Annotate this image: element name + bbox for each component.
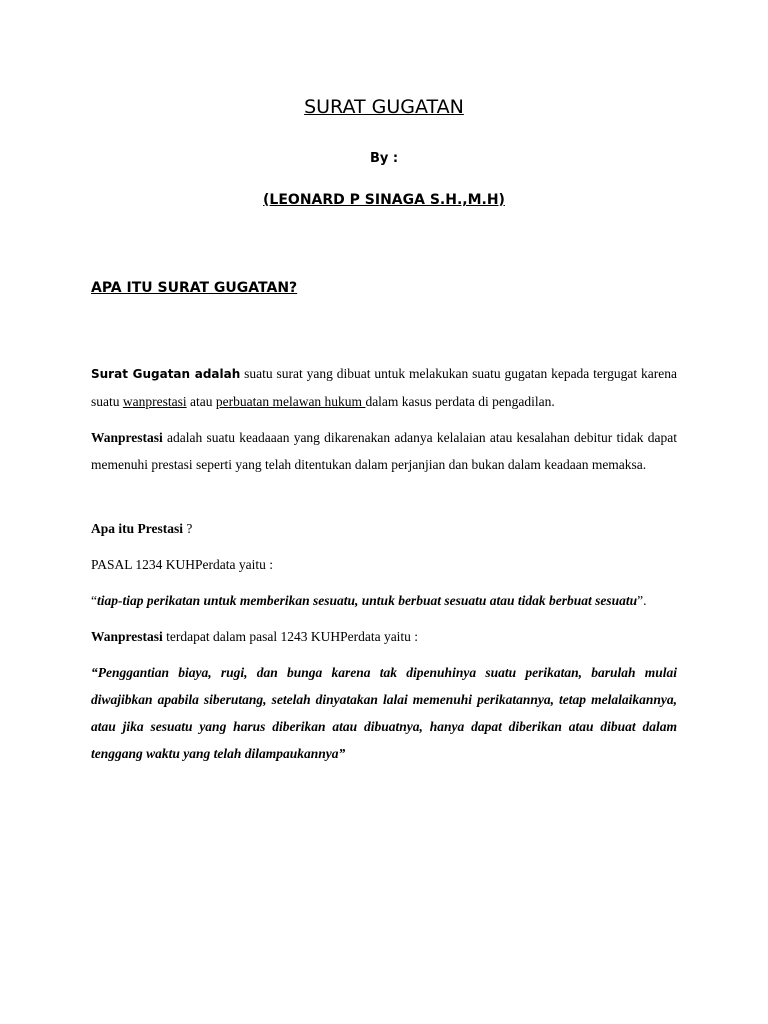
- byline: [0, 151, 768, 166]
- paragraph-pasal-1234: [91, 551, 677, 578]
- byline-label: By :: [369, 151, 399, 166]
- section-heading: APA ITU SURAT GUGATAN?: [91, 280, 298, 296]
- document-title: SURAT GUGATAN: [304, 96, 464, 118]
- quote-1243: “Penggantian biaya, rugi, dan bunga karena tak dipenuhinya suatu perikatan, barulah mulai diwajibkan apabila siberutang, setelah dinyatakan lalai memenuhi perikatannya, tetap melalaikannya, atau jika sesuatu yang harus diberikan atau dibuatnya, hanya dapat diberikan atau dibuat dalam tenggang waktu yang telah dilampaukannya”: [91, 665, 677, 761]
- paragraph-quote-1234: [91, 587, 677, 614]
- question-mark: ?: [183, 521, 193, 536]
- open-quote: “: [91, 593, 97, 608]
- paragraph-quote-1243: [91, 659, 677, 767]
- pasal-1234-text: PASAL 1234 KUHPerdata yaitu :: [91, 557, 273, 572]
- definition-text-a: suatu surat yang dibuat untuk melakukan suatu gugatan kepada tergugat karena suatu: [91, 366, 677, 409]
- spacer: [91, 487, 677, 515]
- wanprestasi-text: adalah suatu keadaaan yang dikarenakan adanya kelalaian atau kesalahan debitur tidak dapat memenuhi prestasi seperti yang telah ditentukan dalam perjanjian dan bukan dalam keadaan memaksa.: [91, 430, 677, 472]
- pasal-1243-text: terdapat dalam pasal 1243 KUHPerdata yaitu :: [162, 629, 419, 644]
- term-wanprestasi: Wanprestasi: [91, 430, 163, 445]
- paragraph-wanprestasi: [91, 424, 677, 478]
- term-prestasi: Apa itu Prestasi: [91, 521, 184, 536]
- close-quote: ”.: [637, 593, 647, 608]
- definition-text-c: dalam kasus perdata di pengadilan.: [365, 394, 555, 409]
- term-wanprestasi-2: Wanprestasi: [91, 629, 163, 644]
- paragraph-pasal-1243: [91, 623, 677, 650]
- paragraph-prestasi-question: [91, 515, 677, 542]
- paragraph-definition: [91, 360, 677, 415]
- term-pmh-link: perbuatan melawan hukum: [215, 394, 366, 409]
- term-surat-gugatan: Surat Gugatan adalah: [91, 367, 241, 381]
- author-name: (LEONARD P SINAGA S.H.,M.H): [263, 192, 505, 208]
- term-wanprestasi-link: wanprestasi: [122, 394, 187, 409]
- document-body: [91, 360, 677, 776]
- definition-text-b: atau: [186, 394, 216, 409]
- quote-1234: tiap-tiap perikatan untuk memberikan sesuatu, untuk berbuat sesuatu atau tidak berbuat sesuatu: [97, 593, 638, 608]
